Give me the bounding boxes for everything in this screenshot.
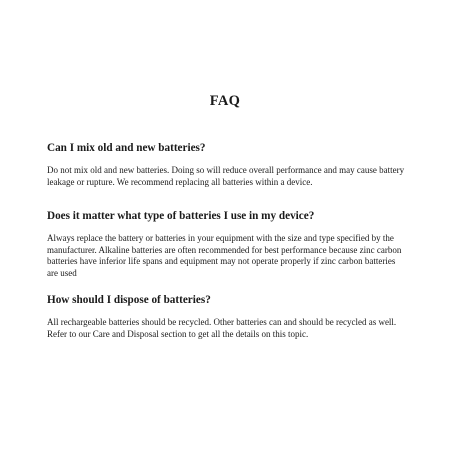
faq-answer: Always replace the battery or batteries in your equipment with the size and type specified by the manufacturer. Alkaline batteries are often recommended for best performance because zinc carbon batteries have inferior life spans and equipment may not operate properly if zinc carbon batteries are used — [47, 233, 402, 278]
faq-answer: Do not mix old and new batteries. Doing so will reduce overall performance and may cause battery leakage or rupture. We recommend replacing all batteries within a device. — [47, 165, 405, 187]
faq-item — [47, 293, 407, 340]
faq-question: Can I mix old and new batteries? — [47, 142, 206, 154]
faq-question: How should I dispose of batteries? — [47, 294, 211, 306]
page-title: FAQ — [209, 93, 241, 109]
faq-item — [47, 209, 407, 279]
faq-question: Does it matter what type of batteries I use in my device? — [47, 210, 315, 222]
faq-answer: All rechargeable batteries should be recycled. Other batteries can and should be recycled as well. Refer to our Care and Disposal section to get all the details on this topic. — [47, 317, 397, 339]
faq-item — [47, 141, 407, 188]
